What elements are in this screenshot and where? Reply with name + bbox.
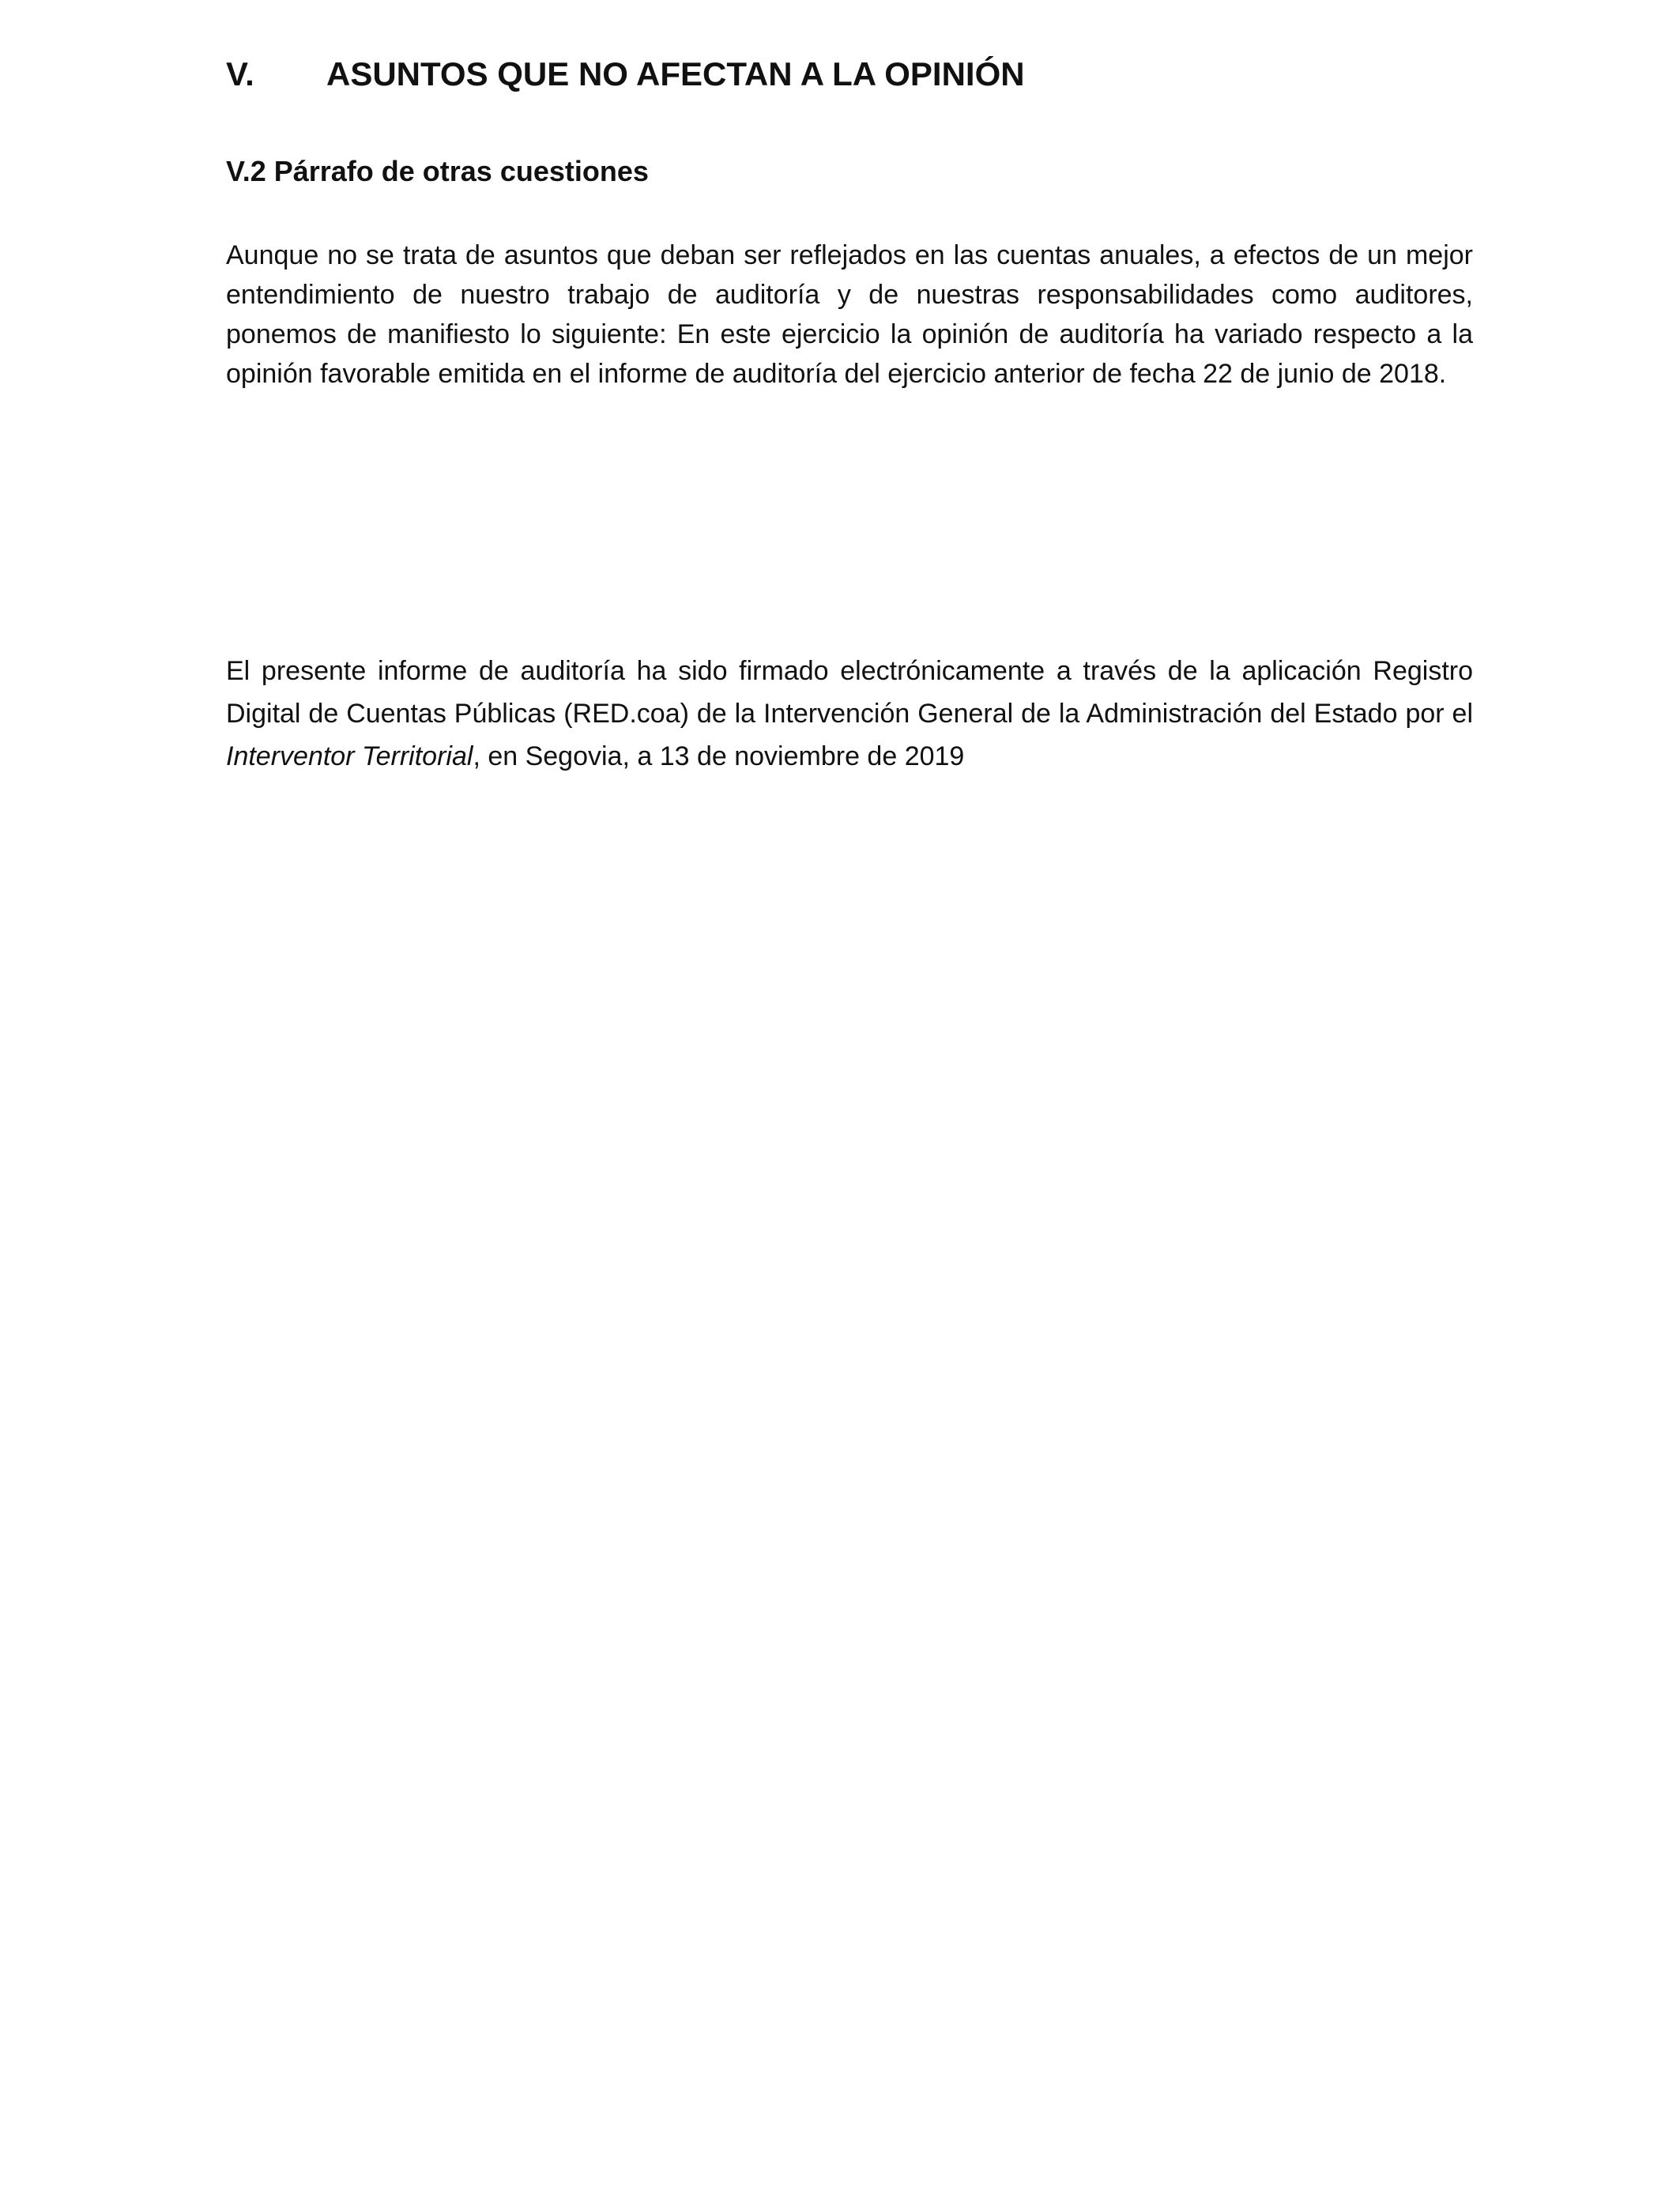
other-matters-paragraph: Aunque no se trata de asuntos que deban ser reflejados en las cuentas anuales, a efectos de un mejor entendimiento de nuestro trabajo de auditoría y de nuestras responsabilidades como auditores, ponemos de manifiesto lo siguiente: En este ejercicio la opinión de auditoría ha variado respecto a la opinión favorable emitida en el informe de auditoría del ejercicio anterior de fecha 22 de junio de 2018. xyxy=(226,240,1473,389)
subsection-title: V.2 Párrafo de otras cuestiones xyxy=(226,155,649,187)
signature-text-before: El presente informe de auditoría ha sido firmado electrónicamente a través de la aplicación Registro Digital de Cuentas Públicas (RED.coa) de la Intervención General de la Administración del Estado por el xyxy=(226,656,1473,729)
section-number: V. xyxy=(226,55,254,92)
signer-title: Interventor Territorial xyxy=(226,741,473,771)
section-heading xyxy=(226,52,1473,96)
section-title: ASUNTOS QUE NO AFECTAN A LA OPINIÓN xyxy=(326,55,1025,92)
electronic-signature-paragraph xyxy=(226,650,1473,778)
signature-text-after: , en Segovia, a 13 de noviembre de 2019 xyxy=(473,741,965,771)
